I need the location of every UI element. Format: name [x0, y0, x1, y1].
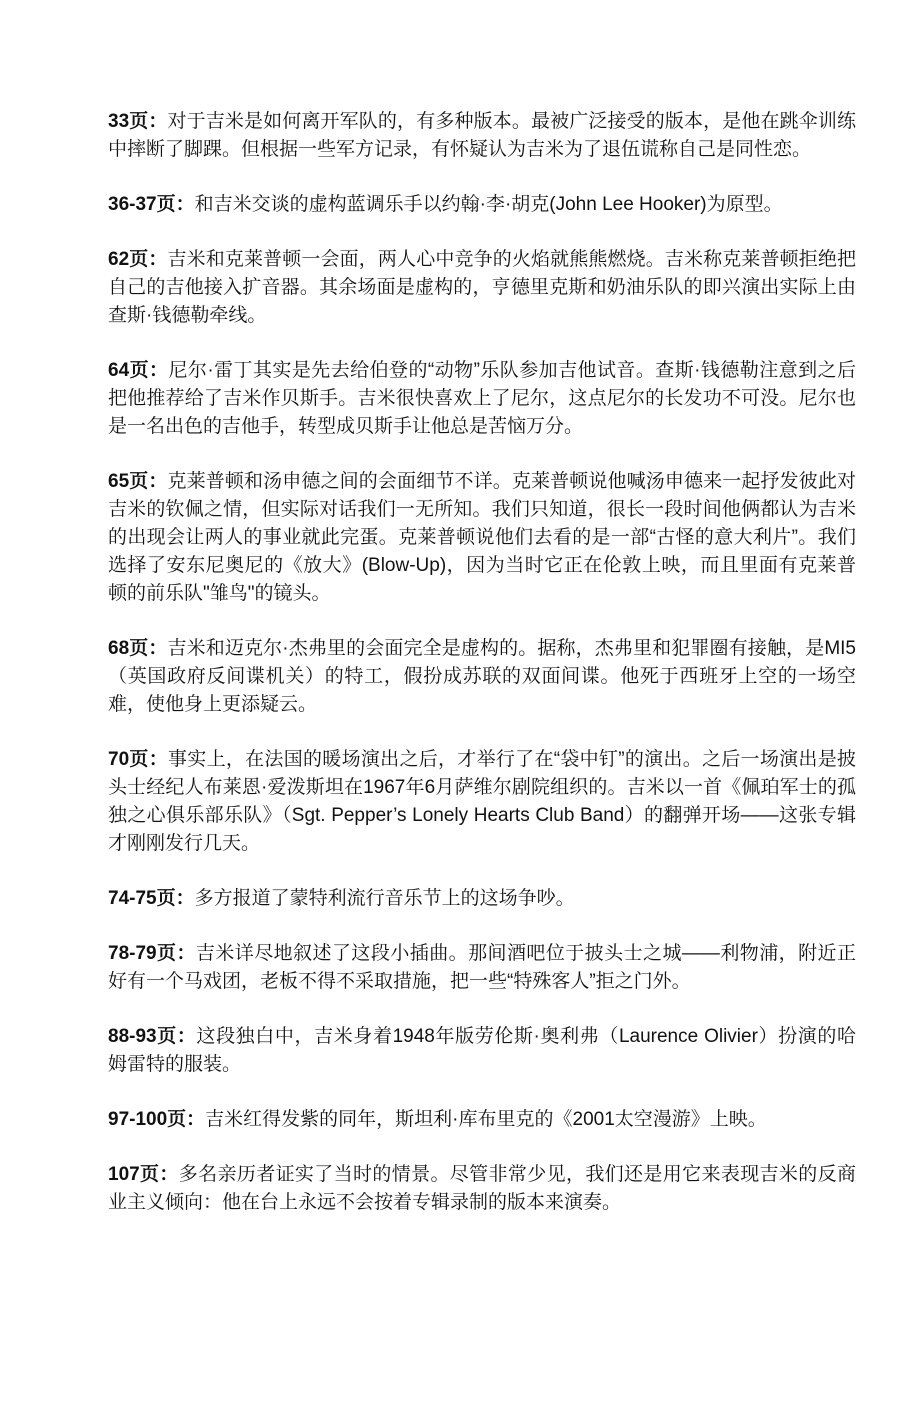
note-text: 多方报道了蒙特利流行音乐节上的这场争吵。	[194, 888, 575, 909]
page-ref-label: 97-100页：	[108, 1109, 206, 1130]
note-entry	[108, 885, 856, 913]
note-entry	[108, 468, 856, 608]
page-ref-label: 68页：	[108, 638, 168, 659]
note-entry	[108, 746, 856, 858]
note-text: 吉米红得发紫的同年，斯坦利·库布里克的《2001太空漫游》上映。	[205, 1109, 767, 1130]
page-ref-label: 33页：	[108, 111, 168, 132]
note-entry	[108, 1106, 856, 1134]
note-text: 和吉米交谈的虚构蓝调乐手以约翰·李·胡克(John Lee Hooker)为原型。	[194, 194, 783, 215]
note-text: 事实上，在法国的暖场演出之后，才举行了在“袋中钉”的演出。之后一场演出是披头士经纪人布莱恩·爱泼斯坦在1967年6月萨维尔剧院组织的。吉米以一首《佩珀军士的孤独之心俱乐部乐队》（Sgt. Pepper’s Lonely Hearts Club Band）的翻弹开场——这张专辑才刚刚发行几天。	[108, 749, 856, 854]
page-ref-label: 36-37页：	[108, 194, 195, 215]
note-entry	[108, 108, 856, 164]
note-entry	[108, 1161, 856, 1217]
note-text: 吉米和克莱普顿一会面，两人心中竞争的火焰就熊熊燃烧。吉米称克莱普顿拒绝把自己的吉他接入扩音器。其余场面是虚构的，亨德里克斯和奶油乐队的即兴演出实际上由查斯·钱德勒牵线。	[108, 249, 856, 326]
note-text: 这段独白中，吉米身着1948年版劳伦斯·奥利弗（Laurence Olivier）扮演的哈姆雷特的服装。	[108, 1026, 856, 1075]
note-entry	[108, 357, 856, 441]
note-text: 对于吉米是如何离开军队的，有多种版本。最被广泛接受的版本，是他在跳伞训练中摔断了脚踝。但根据一些军方记录，有怀疑认为吉米为了退伍谎称自己是同性恋。	[108, 111, 856, 160]
page-ref-label: 62页：	[108, 249, 168, 270]
page-ref-label: 107页：	[108, 1164, 179, 1185]
note-text: 克莱普顿和汤申德之间的会面细节不详。克莱普顿说他喊汤申德来一起抒发彼此对吉米的钦佩之情，但实际对话我们一无所知。我们只知道，很长一段时间他俩都认为吉米的出现会让两人的事业就此完蛋。克莱普顿说他们去看的是一部“古怪的意大利片”。我们选择了安东尼奥尼的《放大》(Blow-Up)，因为当时它正在伦敦上映，而且里面有克莱普顿的前乐队"雏鸟"的镜头。	[108, 471, 856, 604]
note-entry	[108, 635, 856, 719]
note-entry	[108, 940, 856, 996]
note-text: 吉米详尽地叙述了这段小插曲。那间酒吧位于披头士之城——利物浦，附近正好有一个马戏团，老板不得不采取措施，把一些“特殊客人”拒之门外。	[108, 943, 856, 992]
page-ref-label: 64页：	[108, 360, 169, 381]
note-text: 吉米和迈克尔·杰弗里的会面完全是虚构的。据称，杰弗里和犯罪圈有接触，是MI5（英国政府反间谍机关）的特工，假扮成苏联的双面间谍。他死于西班牙上空的一场空难，使他身上更添疑云。	[108, 638, 856, 715]
note-text: 多名亲历者证实了当时的情景。尽管非常少见，我们还是用它来表现吉米的反商业主义倾向：他在台上永远不会按着专辑录制的版本来演奏。	[108, 1164, 856, 1213]
note-entry	[108, 1023, 856, 1079]
note-entry	[108, 191, 856, 219]
note-text: 尼尔·雷丁其实是先去给伯登的“动物”乐队参加吉他试音。查斯·钱德勒注意到之后把他推荐给了吉米作贝斯手。吉米很快喜欢上了尼尔，这点尼尔的长发功不可没。尼尔也是一名出色的吉他手，转型成贝斯手让他总是苦恼万分。	[108, 360, 856, 437]
page-ref-label: 65页：	[108, 471, 168, 492]
page-ref-label: 88-93页：	[108, 1026, 197, 1047]
page-ref-label: 78-79页：	[108, 943, 196, 964]
page-ref-label: 70页：	[108, 749, 168, 770]
page-ref-label: 74-75页：	[108, 888, 195, 909]
note-entry	[108, 246, 856, 330]
